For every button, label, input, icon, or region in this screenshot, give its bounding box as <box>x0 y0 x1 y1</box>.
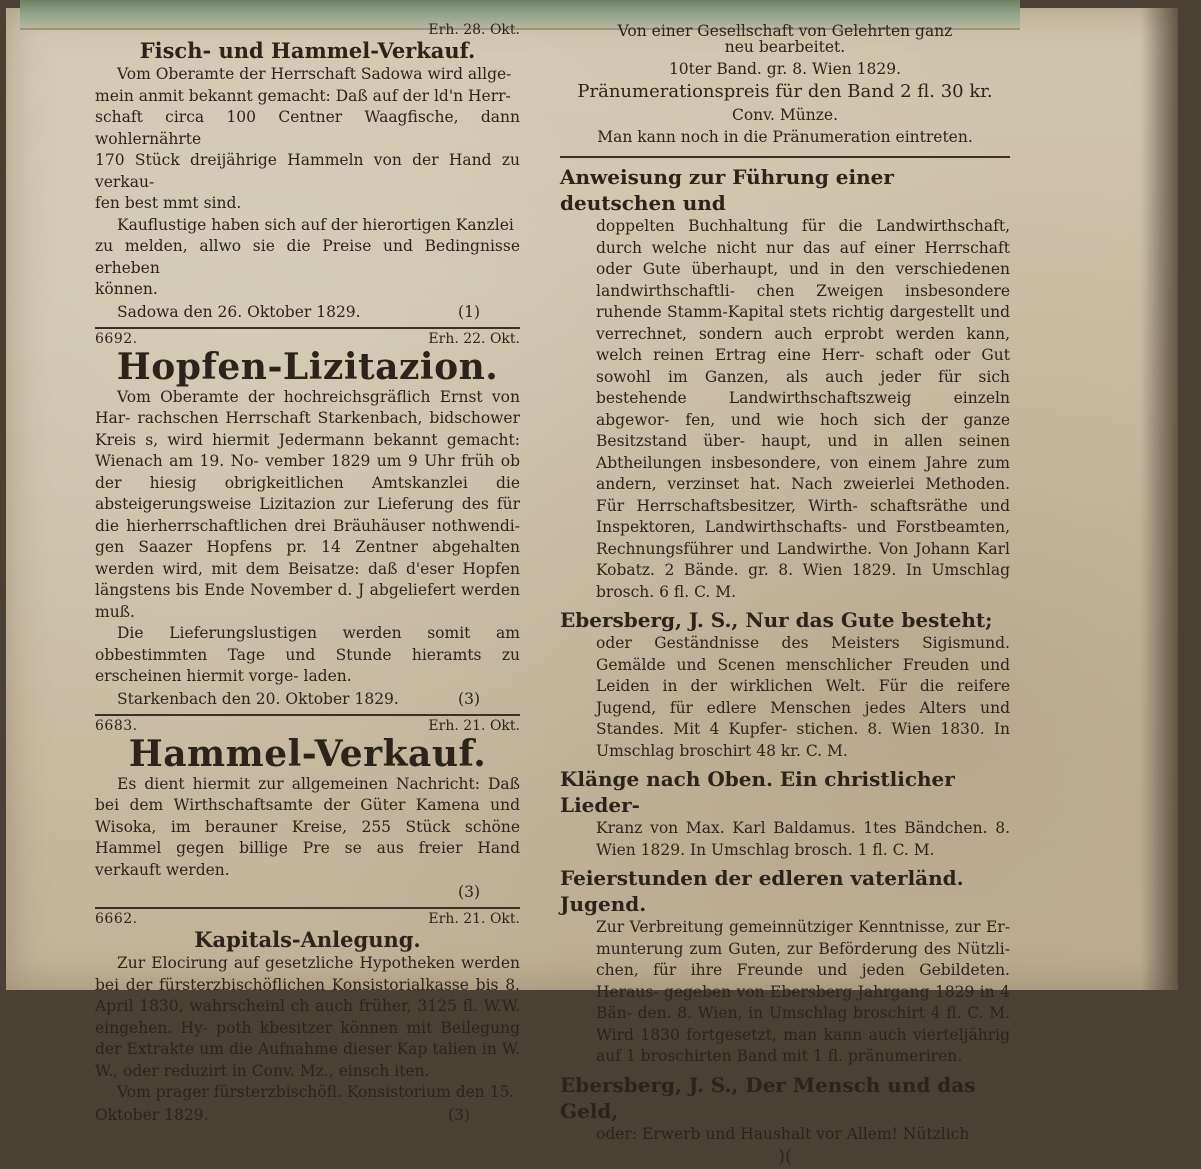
book-anweisung <box>560 164 1010 603</box>
torn-edge <box>1141 0 1201 1000</box>
notice-body: Vom Oberamte der hochreichsgräflich Ernst von Har- rachschen Herrschaft Starkenbach, bidschower Kreis s, wird hiermit Jedermann bekannt gemacht: Wienach am 19. No- vember 1829 um 9 Uhr früh ob der hiesig obrigkeitlichen Amtskanzlei die absteigerungsweise Lizitazion zur Lieferung des für die hierherrschaftlichen drei Bräuhäuser nothwendi- gen Saazer Hopfens pr. 14 Zentner abgehalten werden wird, mit dem Beisatze: daß d'eser Hopfen längstens bis Ende November d. J abgeliefert werden muß. Die Lieferungslustigen werden somit am obbestimmten Tage und Stunde hieramts zu erscheinen hiermit vorge- laden. <box>95 387 520 688</box>
notice-signature: Oktober 1829. (3) <box>95 1104 520 1126</box>
notice-signature: (3) <box>95 881 520 903</box>
notice-title: Fisch- und Hammel-Verkauf. <box>95 38 520 64</box>
notice-number: 6662. <box>95 911 138 927</box>
divider <box>95 907 520 909</box>
book-description: Zur Verbreitung gemeinnütziger Kenntnisse, zur Er- munterung zum Guten, zur Beförderung des Nützli- chen, für ihre Freunde und jeden Gebildeten. Heraus- gegeben von Ebersberg Jahrgang 1829 in 4 Bän- den. 8. Wien, in Umschlag broschirt 4 fl. C. M. Wird 1830 fortgesetzt, man kann auch vierteljährig auf 1 broschirten Band mit 1 fl. pränumeriren. <box>560 917 1010 1068</box>
notice-hammel <box>95 718 520 910</box>
notice-title: Kapitals-Anlegung. <box>95 927 520 953</box>
notice-title: Hammel-Verkauf. <box>95 734 520 774</box>
notice-number: 6692. <box>95 331 138 347</box>
book-description: doppelten Buchhaltung für die Landwirthschaft, durch welche nicht nur das auf einer Herrschaft oder Gute überhaupt, und in den verschiedenen landwirthschaftli- chen Zweigen insbesondere ruhende Stamm-Kapital stets richtig dargestellt und verrechnet, sondern auch erprobt werden kann, welch reinen Ertrag eine Herr- schaft oder Gut sowohl im Ganzen, als auch jeder für sich bestehende Landwirthschaftszweig einzeln abgewor- fen, und wie hoch sich der ganze Besitzstand über- haupt, und in allen seinen Abtheilungen insbesondere, von einem Jahre zum andern, verzinset hat. Nach zweierlei Methoden. Für Herrschaftsbesitzer, Wirth- schaftsräthe und Inspektoren, Landwirthschafts- und Forstbeamten, Rechnungsführer und Landwirthe. Von Johann Karl Kobatz. 2 Bände. gr. 8. Wien 1829. In Umschlag brosch. 6 fl. C. M. <box>560 216 1010 603</box>
book-title: Anweisung zur Führung einer deutschen und <box>560 164 1010 216</box>
book-ebersberg-gute <box>560 607 1010 762</box>
book-description: oder Geständnisse des Meisters Sigismund. Gemälde und Scenen menschlicher Freuden und Leiden in der wirklichen Welt. Für die reifere Jugend, für edlere Menschen jedes Alters und Standes. Mit 4 Kupfer- stichen. 8. Wien 1830. In Umschlag broschirt 48 kr. C. M. <box>560 633 1010 762</box>
book-description: Kranz von Max. Karl Baldamus. 1tes Bändchen. 8. Wien 1829. In Umschlag brosch. 1 fl. C. M. <box>560 818 1010 861</box>
notice-fisch-hammel <box>95 22 520 329</box>
left-column <box>95 24 520 1126</box>
received-date: Erh. 22. Okt. <box>428 331 520 347</box>
book-ebersberg-geld <box>560 1072 1010 1169</box>
received-date: Erh. 21. Okt. <box>428 718 520 734</box>
notice-body: Vom Oberamte der Herrschaft Sadowa wird allge- mein anmit bekannt gemacht: Daß auf der ld'n Herr- schaft circa 100 Centner Waagfische, dann wohlernährte 170 Stück dreijährige Hammeln von der Hand zu verkau- fen best mmt sind. Kauflustige haben sich auf der hierortigen Kanzlei zu melden, allwo sie die Preise und Bedingnisse erheben können. <box>95 64 520 301</box>
book-top-continued: Von einer Gesellschaft von Gelehrten ganz neu bearbeitet. 10ter Band. gr. 8. Wien 1829. Pränumerationspreis für den Band 2 fl. 30 kr. Conv. Münze. Man kann noch in die Pränumeration eintreten. <box>560 20 1010 158</box>
book-klaenge <box>560 766 1010 861</box>
notice-hopfen <box>95 331 520 716</box>
notice-signature: Sadowa den 26. Oktober 1829. (1) <box>95 301 520 323</box>
notice-signature: Starkenbach den 20. Oktober 1829. (3) <box>95 688 520 710</box>
book-title: Klänge nach Oben. Ein christlicher Lieder- <box>560 766 1010 818</box>
right-column <box>560 20 1010 1169</box>
notice-number: 6683. <box>95 718 138 734</box>
notice-title: Hopfen-Lizitazion. <box>95 347 520 387</box>
divider <box>560 156 1010 158</box>
end-mark: )( <box>560 1145 1010 1169</box>
divider <box>95 327 520 329</box>
notice-kapitals <box>95 911 520 1126</box>
book-description: oder: Erwerb und Haushalt vor Allem! Nützlich <box>560 1124 1010 1146</box>
book-title: Ebersberg, J. S., Der Mensch und das Geld, <box>560 1072 1010 1124</box>
book-title: Feierstunden der edleren vaterländ. Jugend. <box>560 865 1010 917</box>
notice-body: Es dient hiermit zur allgemeinen Nachricht: Daß bei dem Wirthschaftsamte der Güter Kamena und Wisoka, im berauner Kreise, 255 Stück schöne Hammel gegen billige Pre se aus freier Hand verkauft werden. <box>95 774 520 882</box>
notice-body: Zur Elocirung auf gesetzliche Hypotheken werden bei der fürsterzbischöflichen Konsistorialkasse bis 8. April 1830, wahrscheinl ch auch früher, 3125 fl. W.W. eingehen. Hy- poth kbesitzer können mit Beilegung der Extrakte um die Aufnahme dieser Kap talien in W. W., oder reduzirt in Conv. Mz., einsch iten. Vom prager fürsterzbischöfl. Konsistorium den 15. <box>95 953 520 1104</box>
received-date: Erh. 28. Okt. <box>428 22 520 38</box>
book-feierstunden <box>560 865 1010 1068</box>
received-date: Erh. 21. Okt. <box>428 911 520 927</box>
book-title: Ebersberg, J. S., Nur das Gute besteht; <box>560 607 1010 633</box>
divider <box>95 714 520 716</box>
